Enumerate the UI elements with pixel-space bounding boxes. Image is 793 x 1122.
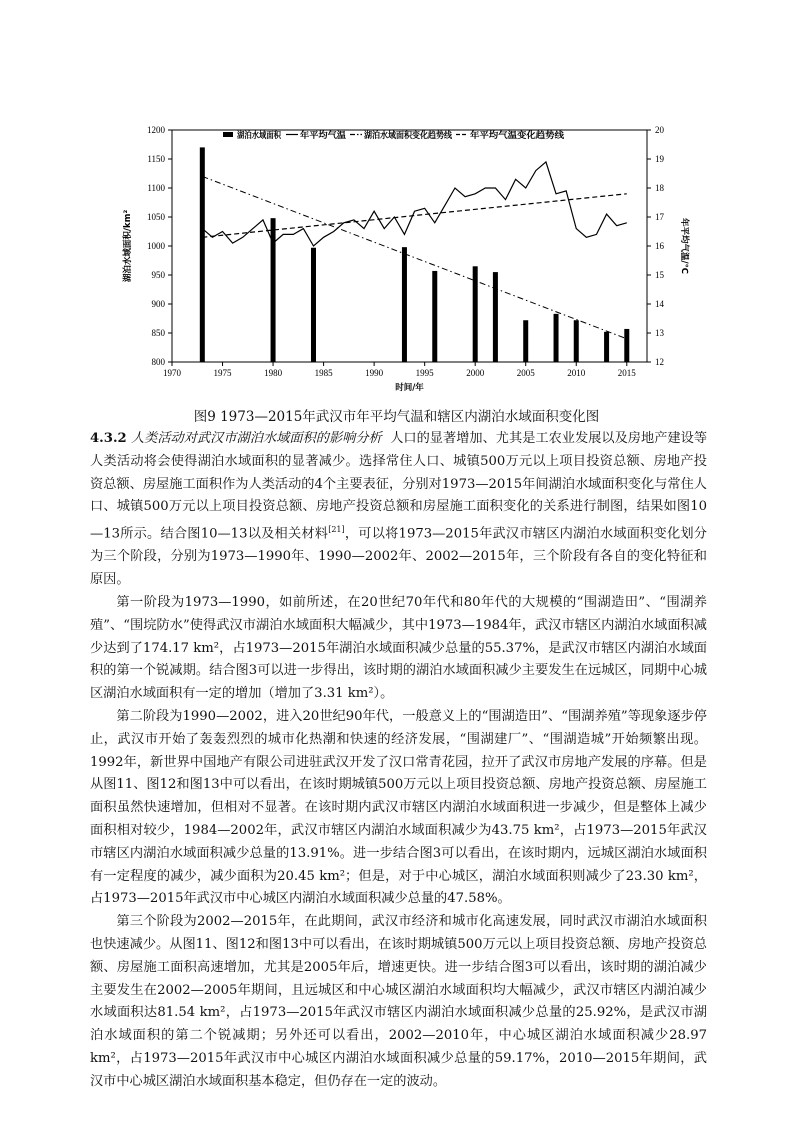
y-left-tick-label: 1150 bbox=[147, 154, 165, 164]
x-tick-label: 1985 bbox=[314, 368, 333, 378]
paragraph-2: 第一阶段为1973—1990，如前所述，在20世纪70年代和80年代的大规模的“围湖造田”、“围湖养殖”、“围垸防水”使得武汉市湖泊水域面积大幅减少，其中1973—1984年，武汉市辖区内湖泊水域面积减少达到了174.17 km²，占1973—2015年湖泊水域面积减少总量的55.37%，是武汉市辖区内湖泊水域面积的第一个锐减期。结合图3可以进一步得出，该时期的湖泊水域面积减少主要发生在远城区，同期中心城区湖泊水域面积有一定的增加（增加了3.31 km²）。 bbox=[90, 594, 707, 702]
legend-label: 湖泊水域面积 bbox=[237, 131, 289, 141]
y-right-tick-label: 19 bbox=[655, 154, 664, 164]
y-right-axis-title: 年平均气温/℃ bbox=[679, 218, 689, 274]
y-right-tick-label: 18 bbox=[655, 183, 664, 193]
paragraph-1-text: 人口的显著增加、尤其是工农业发展以及房地产建设等人类活动将会使得湖泊水域面积的显著减少。选择常住人口、城镇500万元以上项目投资总额、房地产投资总额、房屋施工面积作为人类活动的4个主要表征，分别对1973—2015年间湖泊水域面积变化与常住人口、城镇500万元以上项目投资总额、房地产投资总额和房屋施工面积变化的关系进行制图，结果如图10—13所示。结合图10—13以及相关材料 bbox=[90, 431, 708, 542]
legend-label: 年平均气温变化趋势线 bbox=[470, 131, 556, 141]
area-bar bbox=[604, 332, 609, 362]
y-right-tick-label: 13 bbox=[655, 328, 664, 338]
area-bar bbox=[473, 266, 478, 362]
y-left-tick-label: 1100 bbox=[147, 183, 165, 193]
x-tick-label: 1980 bbox=[264, 368, 283, 378]
x-axis-title: 时间/年 bbox=[395, 383, 424, 393]
y-right-tick-label: 14 bbox=[655, 299, 664, 309]
temperature-line bbox=[202, 162, 626, 246]
y-right-tick-label: 20 bbox=[655, 125, 664, 135]
figure-9-chart bbox=[100, 110, 700, 405]
area-bar bbox=[574, 320, 579, 362]
legend-label: 湖泊水域面积变化趋势线 bbox=[364, 131, 458, 141]
x-tick-label: 1975 bbox=[213, 368, 232, 378]
area-bar bbox=[432, 271, 437, 362]
x-tick-label: 2005 bbox=[516, 368, 535, 378]
y-right-tick-label: 12 bbox=[655, 357, 664, 367]
y-right-tick-label: 16 bbox=[655, 241, 664, 251]
paragraph-3: 第二阶段为1990—2002，进入20世纪90年代，一般意义上的“围湖造田”、“围湖养殖”等现象逐步停止，武汉市开始了轰轰烈烈的城市化热潮和快速的经济发展，“围湖建厂”、“围湖造城”开始频繁出现。1992年，新世界中国地产有限公司进驻武汉开发了汉口常青花园，拉开了武汉市房地产发展的序幕。但是从图11、图12和图13中可以看出，在该时期城镇500万元以上项目投资总额、房地产投资总额、房屋施工面积虽然快速增加，但相对不显著。在该时期内武汉市辖区内湖泊水域面积进一步减少，但是整体上减少面积相对较少，1984—2002年，武汉市辖区内湖泊水域面积减少为43.75 km²，占1973—2015年武汉市辖区内湖泊水域面积减少总量的13.91%。进一步结合图3可以看出，在该时期内，远城区湖泊水域面积有一定程度的减少，减少面积为20.45 km²；但是，对于中心城区，湖泊水域面积则减少了23.30 km²，占1973—2015年武汉市中心城区内湖泊水域面积减少总量的47.58%。 bbox=[90, 708, 707, 907]
y-right-tick-label: 17 bbox=[655, 212, 664, 222]
figure-caption: 图9 1973—2015年武汉市年平均气温和辖区内湖泊水域面积变化图 bbox=[193, 409, 600, 425]
y-left-tick-label: 950 bbox=[151, 270, 165, 280]
x-tick-label: 1990 bbox=[365, 368, 384, 378]
area-bar bbox=[402, 247, 407, 362]
area-bar bbox=[200, 147, 205, 362]
paragraph-1-tail: ，可以将1973—2015年武汉市辖区内湖泊水域面积变化划分为三个阶段，分别为1973—1990年、1990—2002年、2002—2015年，三个阶段有各自的变化特征和原因。 bbox=[90, 526, 707, 588]
x-tick-label: 2010 bbox=[567, 368, 586, 378]
x-tick-label: 2015 bbox=[617, 368, 636, 378]
section-title: 人类活动对武汉市湖泊水域面积的影响分析 bbox=[130, 431, 382, 446]
y-left-tick-label: 900 bbox=[151, 299, 165, 309]
y-left-tick-label: 800 bbox=[151, 357, 165, 367]
y-left-tick-label: 1200 bbox=[147, 125, 165, 135]
x-tick-label: 1970 bbox=[163, 368, 181, 378]
chart-svg bbox=[100, 110, 700, 405]
y-left-tick-label: 1000 bbox=[147, 241, 165, 251]
y-left-tick-label: 850 bbox=[151, 328, 165, 338]
area-bar bbox=[311, 248, 316, 362]
x-tick-label: 1995 bbox=[415, 368, 434, 378]
area-bar bbox=[523, 320, 528, 362]
area-bar bbox=[554, 314, 559, 362]
paragraph-4: 第三个阶段为2002—2015年，在此期间，武汉市经济和城市化高速发展，同时武汉市湖泊水域面积也快速减少。从图11、图12和图13中可以看出，在该时期城镇500万元以上项目投资总额、房地产投资总额、房屋施工面积高速增加，尤其是2005年后，增速更快。进一步结合图3可以看出，该时期的湖泊减少主要发生在2002—2005年期间，且远城区和中心城区湖泊水域面积均大幅减少，武汉市辖区内湖泊减少水域面积达81.54 km²，占1973—2015年武汉市辖区内湖泊水域面积减少总量的25.92%，是武汉市湖泊水域面积的第二个锐减期；另外还可以看出，2002—2010年，中心城区湖泊水域面积减少28.97 km²，占1973—2015年武汉市中心城区内湖泊水域面积减少总量的59.17%，2010—2015年期间，武汉市中心城区湖泊水域面积基本稳定，但仍存在一定的波动。 bbox=[90, 914, 707, 1089]
legend-label: 年平均气温 bbox=[300, 131, 343, 141]
citation-ref: [21] bbox=[328, 525, 345, 535]
x-tick-label: 2000 bbox=[466, 368, 485, 378]
area-bar bbox=[624, 329, 629, 362]
y-left-axis-title: 湖泊水域面积/km² bbox=[123, 209, 133, 283]
body-text bbox=[90, 428, 707, 1094]
section-number: 4.3.2 bbox=[90, 431, 127, 446]
y-right-tick-label: 15 bbox=[655, 270, 664, 280]
area-bar bbox=[493, 272, 498, 362]
y-left-tick-label: 1050 bbox=[147, 212, 165, 222]
section-paragraph-1 bbox=[90, 428, 707, 592]
legend-bar-swatch bbox=[223, 132, 233, 137]
